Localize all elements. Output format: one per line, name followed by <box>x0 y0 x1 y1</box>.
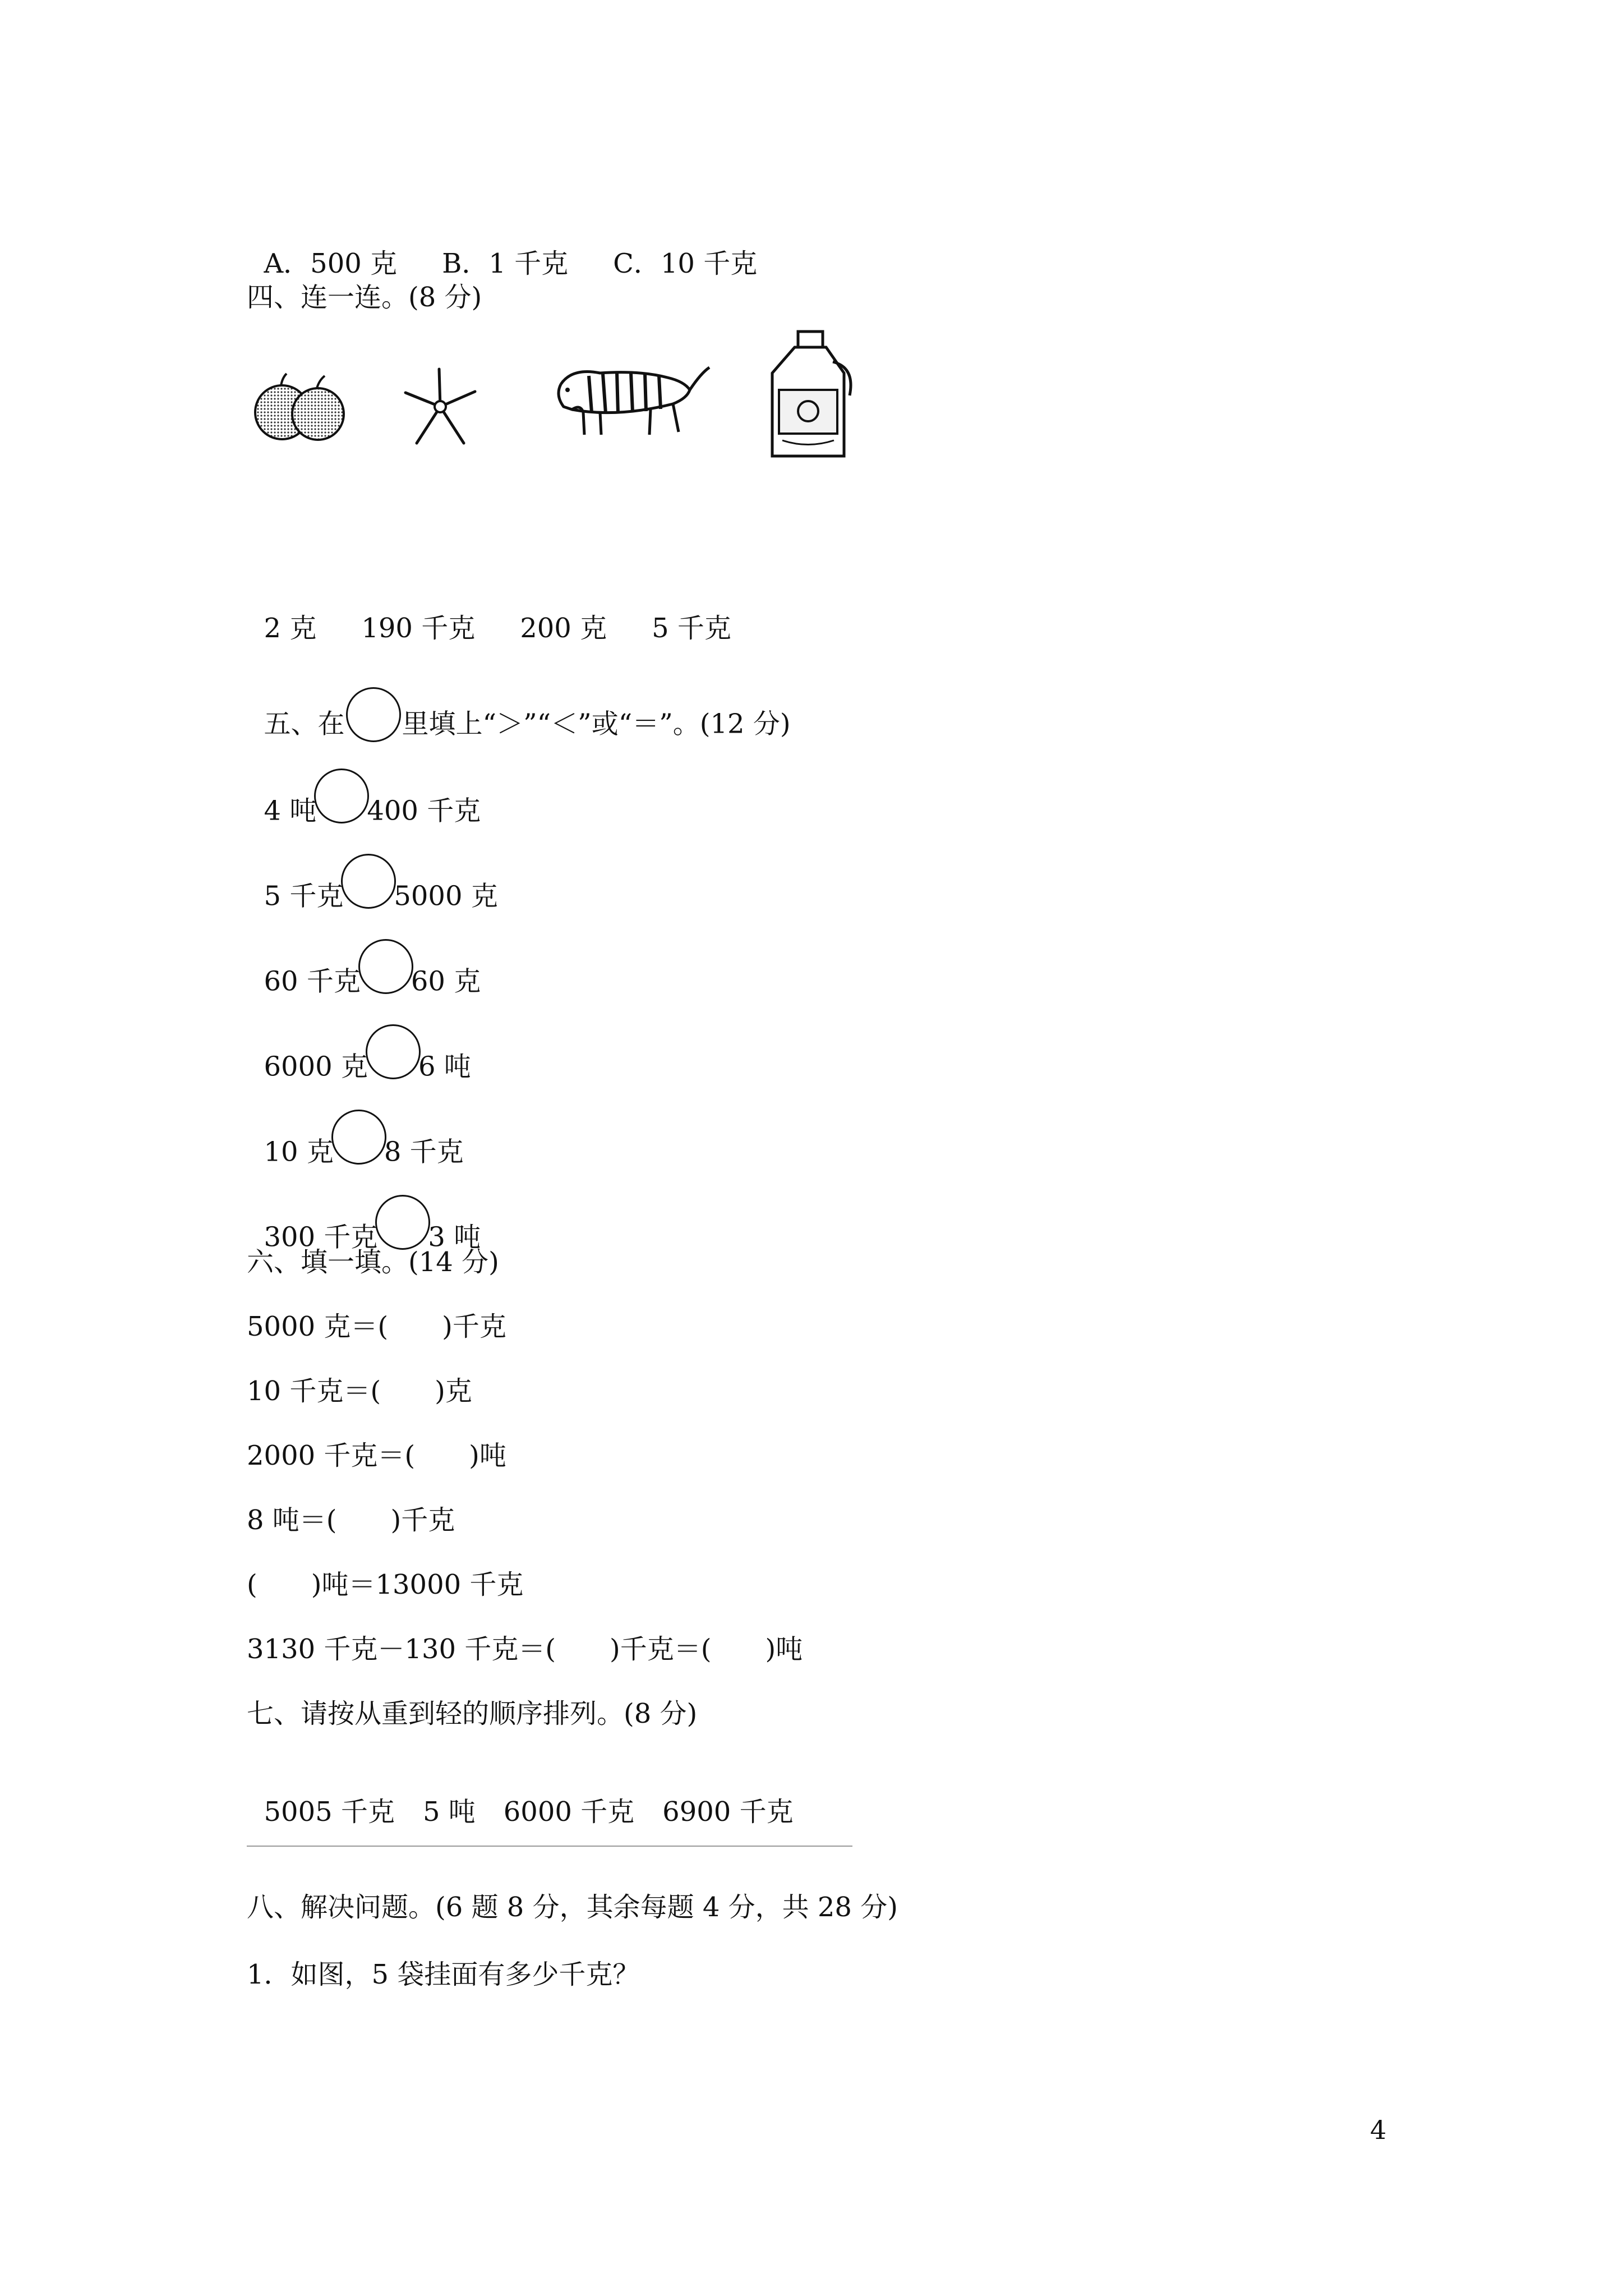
section8-q1: 1．如图，5 袋挂面有多少千克？ <box>247 1959 640 1990</box>
order-item: 5005 千克 <box>264 1796 395 1828</box>
order-items <box>247 1761 794 1829</box>
compare-circle[interactable] <box>314 769 369 823</box>
compare-circle[interactable] <box>341 854 396 909</box>
section5-title-post: 里填上“＞”“＜”或“＝”。(12 分) <box>402 708 791 740</box>
compare-circle[interactable] <box>358 939 413 994</box>
option-b: B．1 千克 <box>442 248 569 279</box>
q3-options <box>247 213 757 280</box>
fill-item: 2000 千克＝( )吨 <box>247 1440 506 1471</box>
compare-left: 6000 克 <box>264 1051 368 1083</box>
option-c: C．10 千克 <box>613 248 758 279</box>
section4-title: 四、连一连。(8 分) <box>247 282 482 313</box>
section6-title: 六、填一填。(14 分) <box>247 1246 499 1278</box>
fill-item: 3130 千克－130 千克＝( )千克＝( )吨 <box>247 1634 803 1665</box>
compare-left: 60 千克 <box>264 965 361 997</box>
section4-weights <box>247 578 731 645</box>
compare-right: 8 千克 <box>384 1136 464 1168</box>
order-item: 5 吨 <box>422 1796 476 1828</box>
compare-right: 5000 克 <box>394 880 498 912</box>
section5-title-pre: 五、在 <box>264 708 345 740</box>
page-number: 4 <box>1370 2115 1387 2145</box>
compare-right: 400 千克 <box>367 795 481 827</box>
compare-item <box>247 1007 471 1096</box>
compare-item <box>247 1093 464 1181</box>
section5-title <box>247 665 791 753</box>
compare-right: 3 吨 <box>428 1221 481 1253</box>
fill-item: 5000 克＝( )千克 <box>247 1311 506 1342</box>
weight-option: 2 克 <box>264 613 317 644</box>
compare-circle-icon <box>346 687 401 742</box>
compare-circle[interactable] <box>375 1195 430 1250</box>
section8-title: 八、解决问题。(6 题 8 分，其余每题 4 分，共 28 分) <box>247 1892 898 1923</box>
compare-circle[interactable] <box>366 1024 421 1079</box>
weight-option: 5 千克 <box>652 613 731 644</box>
fill-item: ( )吨＝13000 千克 <box>247 1569 524 1600</box>
order-item: 6000 千克 <box>503 1796 635 1828</box>
weight-option: 190 千克 <box>361 613 476 644</box>
compare-left: 10 克 <box>264 1136 334 1168</box>
fill-item: 8 吨＝( )千克 <box>247 1504 455 1536</box>
tiger-icon <box>550 351 712 440</box>
compare-left: 5 千克 <box>264 880 344 912</box>
compare-item <box>247 922 481 1011</box>
answer-line[interactable] <box>247 1846 852 1847</box>
compare-circle[interactable] <box>331 1110 386 1165</box>
compare-item <box>247 752 481 840</box>
compare-right: 6 吨 <box>418 1051 471 1083</box>
compare-left: 4 吨 <box>264 795 317 827</box>
apples-icon <box>250 370 351 443</box>
compare-left: 300 千克 <box>264 1221 378 1253</box>
order-item: 6900 千克 <box>662 1796 794 1828</box>
starfish-icon <box>401 365 479 449</box>
bottle-icon <box>760 328 861 463</box>
option-a: A．500 克 <box>264 248 398 279</box>
weight-option: 200 克 <box>520 613 607 644</box>
compare-item <box>247 837 498 926</box>
fill-item: 10 千克＝( )克 <box>247 1375 472 1407</box>
section7-title: 七、请按从重到轻的顺序排列。(8 分) <box>247 1698 698 1729</box>
compare-right: 60 克 <box>411 965 481 997</box>
